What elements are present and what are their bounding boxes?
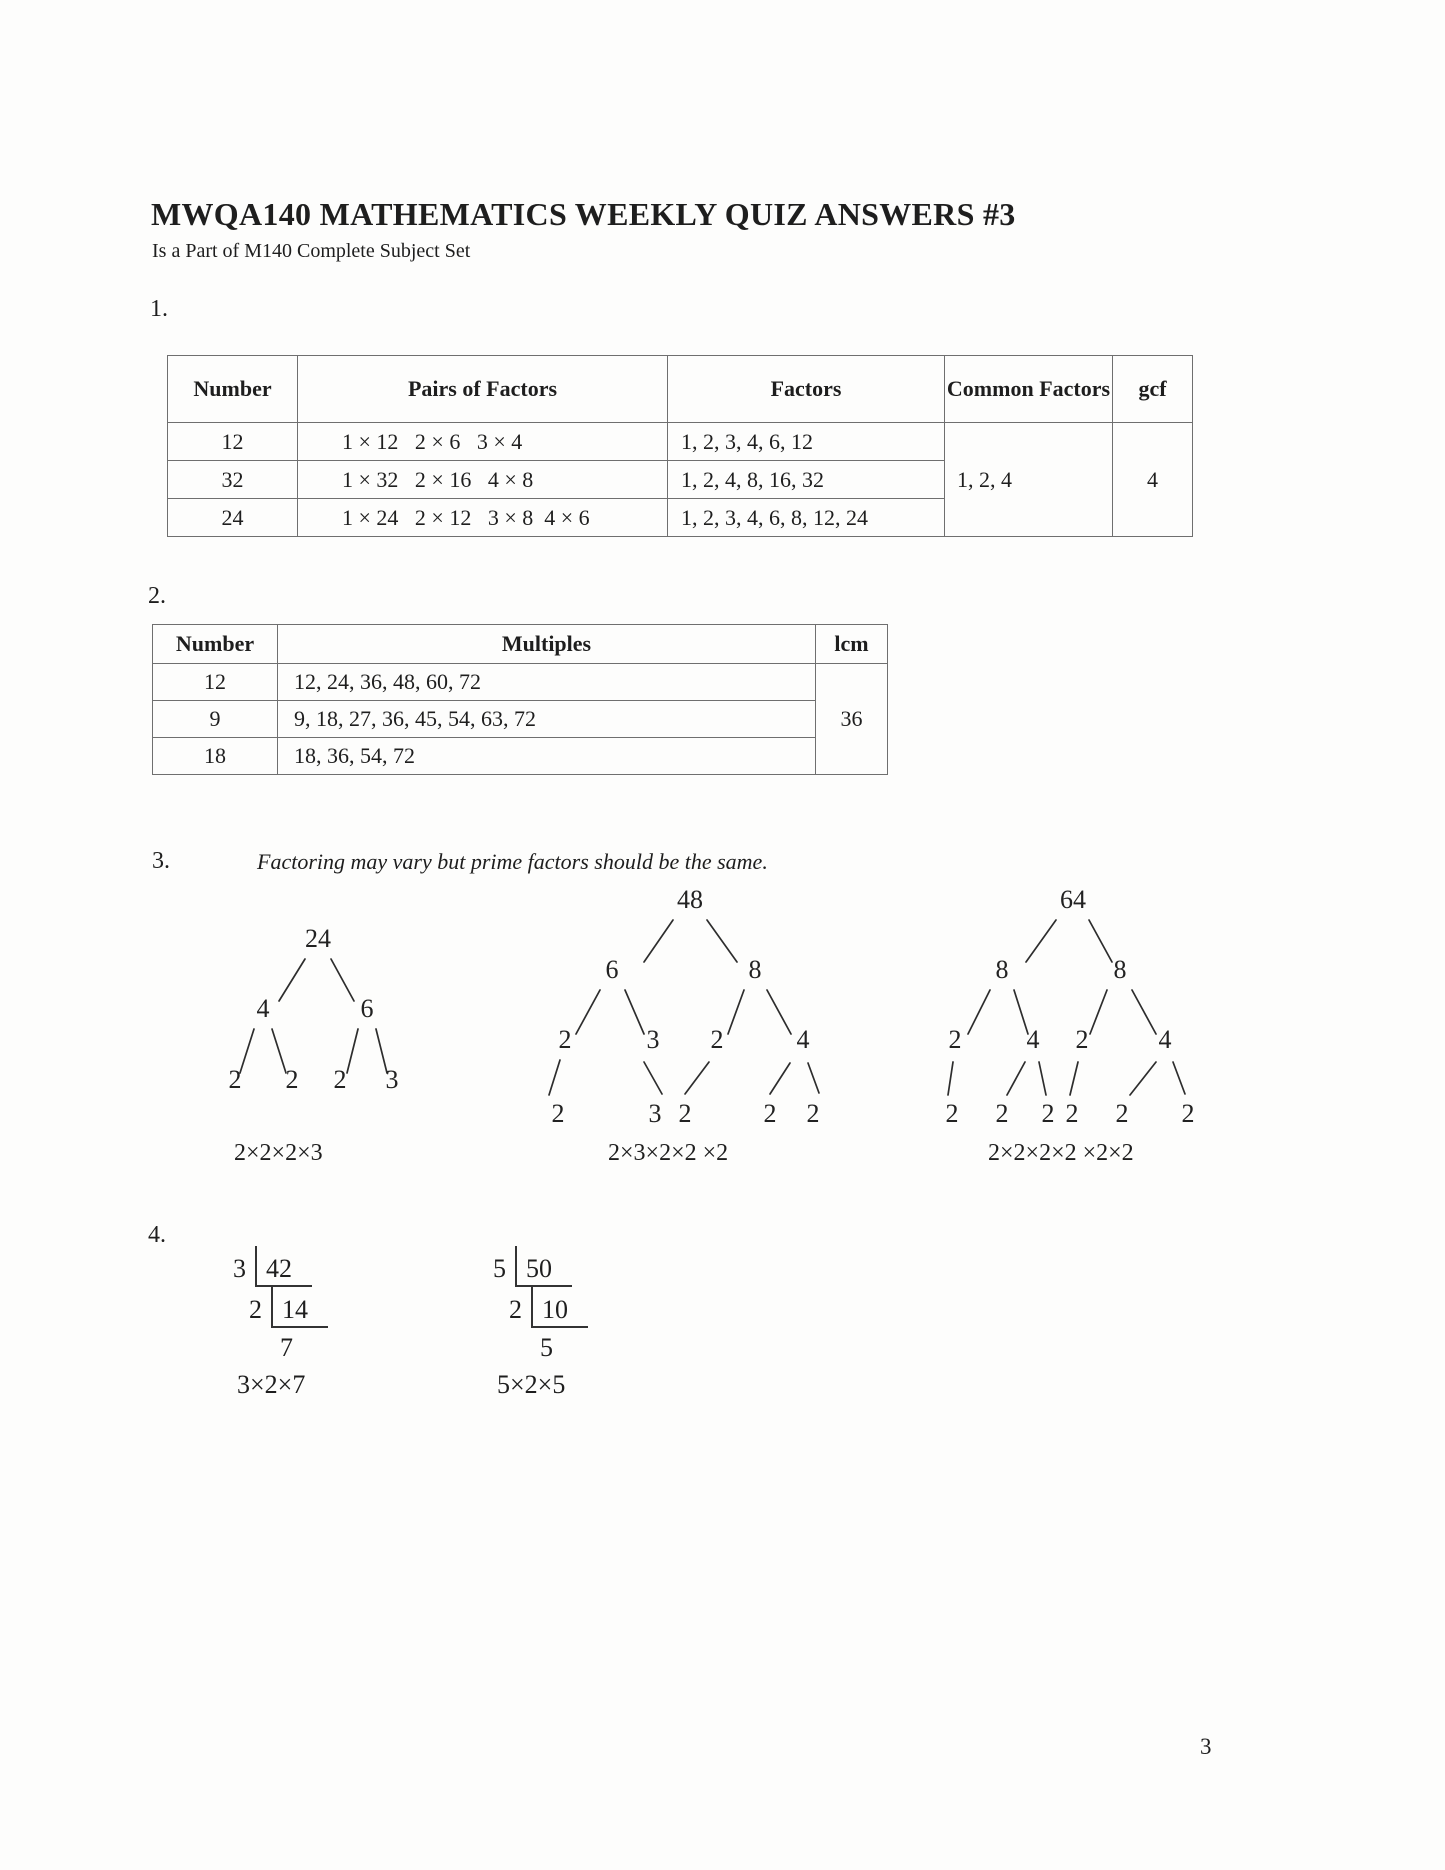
division-ladder-50 <box>493 1246 588 1400</box>
prime-factorization-48: 2×3×2×2 ×2 <box>608 1140 729 1166</box>
lcm-table-row <box>153 664 888 701</box>
tree-node: 2 <box>1181 1099 1195 1128</box>
gcf-header-pairs: Pairs of Factors <box>298 356 668 423</box>
tree-node: 2 <box>1041 1099 1055 1128</box>
number-cell: 12 <box>153 664 278 701</box>
factors-cell: 1, 2, 3, 4, 6, 8, 12, 24 <box>668 499 945 537</box>
gcf-header-gcf: gcf <box>1113 356 1193 423</box>
ladder-dividend: 50 <box>515 1246 572 1287</box>
lcm-header-multiples: Multiples <box>278 625 816 664</box>
gcf-table-header-row <box>168 356 1193 423</box>
ladder-step <box>493 1246 588 1287</box>
tree-node: 2 <box>763 1099 777 1128</box>
tree-node: 24 <box>305 924 331 953</box>
tree-branches <box>948 920 1185 1095</box>
tree-node: 6 <box>605 955 619 984</box>
tree-node: 2 <box>1115 1099 1129 1128</box>
number-cell: 18 <box>153 738 278 775</box>
factor-tree-24 <box>225 915 415 1105</box>
gcf-header-number: Number <box>168 356 298 423</box>
tree-node: 2 <box>1065 1099 1079 1128</box>
tree-node: 2 <box>551 1099 565 1128</box>
factors-cell: 1, 2, 3, 4, 6, 12 <box>668 423 945 461</box>
tree-node: 8 <box>748 955 762 984</box>
question-2-label: 2. <box>148 583 166 609</box>
tree-node: 4 <box>256 994 270 1023</box>
lcm-table-header-row <box>153 625 888 664</box>
tree-node: 2 <box>710 1025 724 1054</box>
prime-factorization-42: 3×2×7 <box>237 1370 306 1399</box>
number-cell: 9 <box>153 701 278 738</box>
lcm-table-row <box>153 701 888 738</box>
tree-node: 2 <box>228 1065 242 1094</box>
tree-node: 4 <box>1026 1025 1040 1054</box>
prime-factorization-50: 5×2×5 <box>497 1370 566 1399</box>
number-cell: 12 <box>168 423 298 461</box>
prime-factorization-24: 2×2×2×3 <box>234 1140 323 1166</box>
tree-node: 2 <box>678 1099 692 1128</box>
pairs-cell: 1 × 32 2 × 16 4 × 8 <box>298 461 668 499</box>
common-factors-cell: 1, 2, 4 <box>945 423 1113 537</box>
tree-node: 3 <box>385 1065 399 1094</box>
number-cell: 32 <box>168 461 298 499</box>
ladder-final-quotient: 7 <box>280 1333 293 1362</box>
factor-tree-48 <box>540 882 835 1132</box>
lcm-header-lcm: lcm <box>816 625 888 664</box>
tree-node: 6 <box>360 994 374 1023</box>
ladder-divisor: 5 <box>493 1254 506 1283</box>
factor-tree-64 <box>940 882 1210 1132</box>
gcf-header-common: Common Factors <box>945 356 1113 423</box>
tree-node: 2 <box>333 1065 347 1094</box>
tree-node: 2 <box>1075 1025 1089 1054</box>
ladder-dividend: 10 <box>531 1287 588 1328</box>
lcm-cell: 36 <box>816 664 888 775</box>
page-subtitle: Is a Part of M140 Complete Subject Set <box>152 240 471 262</box>
tree-node: 64 <box>1060 885 1086 914</box>
gcf-table <box>167 355 1193 537</box>
tree-node: 3 <box>648 1099 662 1128</box>
lcm-header-number: Number <box>153 625 278 664</box>
ladder-divisor: 2 <box>249 1295 262 1324</box>
tree-node: 2 <box>558 1025 572 1054</box>
ladder-step <box>509 1287 588 1328</box>
tree-node: 48 <box>677 885 703 914</box>
ladder-divisor: 2 <box>509 1295 522 1324</box>
pairs-cell: 1 × 24 2 × 12 3 × 8 4 × 6 <box>298 499 668 537</box>
ladder-dividend: 42 <box>255 1246 312 1287</box>
question-3-label: 3. <box>152 848 170 874</box>
tree-node: 2 <box>806 1099 820 1128</box>
gcf-header-factors: Factors <box>668 356 945 423</box>
prime-factorization-64: 2×2×2×2 ×2×2 <box>988 1140 1134 1166</box>
division-ladder-42 <box>233 1246 328 1400</box>
page-number: 3 <box>1200 1734 1212 1759</box>
multiples-cell: 9, 18, 27, 36, 45, 54, 63, 72 <box>278 701 816 738</box>
pairs-cell: 1 × 12 2 × 6 3 × 4 <box>298 423 668 461</box>
tree-node: 4 <box>796 1025 810 1054</box>
tree-node: 8 <box>995 955 1009 984</box>
tree-node: 8 <box>1113 955 1127 984</box>
tree-node: 3 <box>646 1025 660 1054</box>
page-title: MWQA140 MATHEMATICS WEEKLY QUIZ ANSWERS #3 <box>151 196 1016 232</box>
ladder-divisor: 3 <box>233 1254 246 1283</box>
ladder-final-quotient: 5 <box>540 1333 553 1362</box>
gcf-cell: 4 <box>1113 423 1193 537</box>
question-4-label: 4. <box>148 1222 166 1248</box>
lcm-table-row <box>153 738 888 775</box>
multiples-cell: 18, 36, 54, 72 <box>278 738 816 775</box>
tree-branches <box>549 920 819 1095</box>
number-cell: 24 <box>168 499 298 537</box>
tree-node: 2 <box>948 1025 962 1054</box>
ladder-step <box>249 1287 328 1328</box>
ladder-dividend: 14 <box>271 1287 328 1328</box>
tree-node: 2 <box>945 1099 959 1128</box>
multiples-cell: 12, 24, 36, 48, 60, 72 <box>278 664 816 701</box>
factors-cell: 1, 2, 4, 8, 16, 32 <box>668 461 945 499</box>
lcm-table <box>152 624 888 775</box>
tree-node: 4 <box>1158 1025 1172 1054</box>
gcf-table-row <box>168 423 1193 461</box>
question-1-label: 1. <box>150 296 168 322</box>
tree-node: 2 <box>285 1065 299 1094</box>
question-3-note: Factoring may vary but prime factors should be the same. <box>257 849 768 874</box>
tree-node: 2 <box>995 1099 1009 1128</box>
ladder-step <box>233 1246 328 1287</box>
